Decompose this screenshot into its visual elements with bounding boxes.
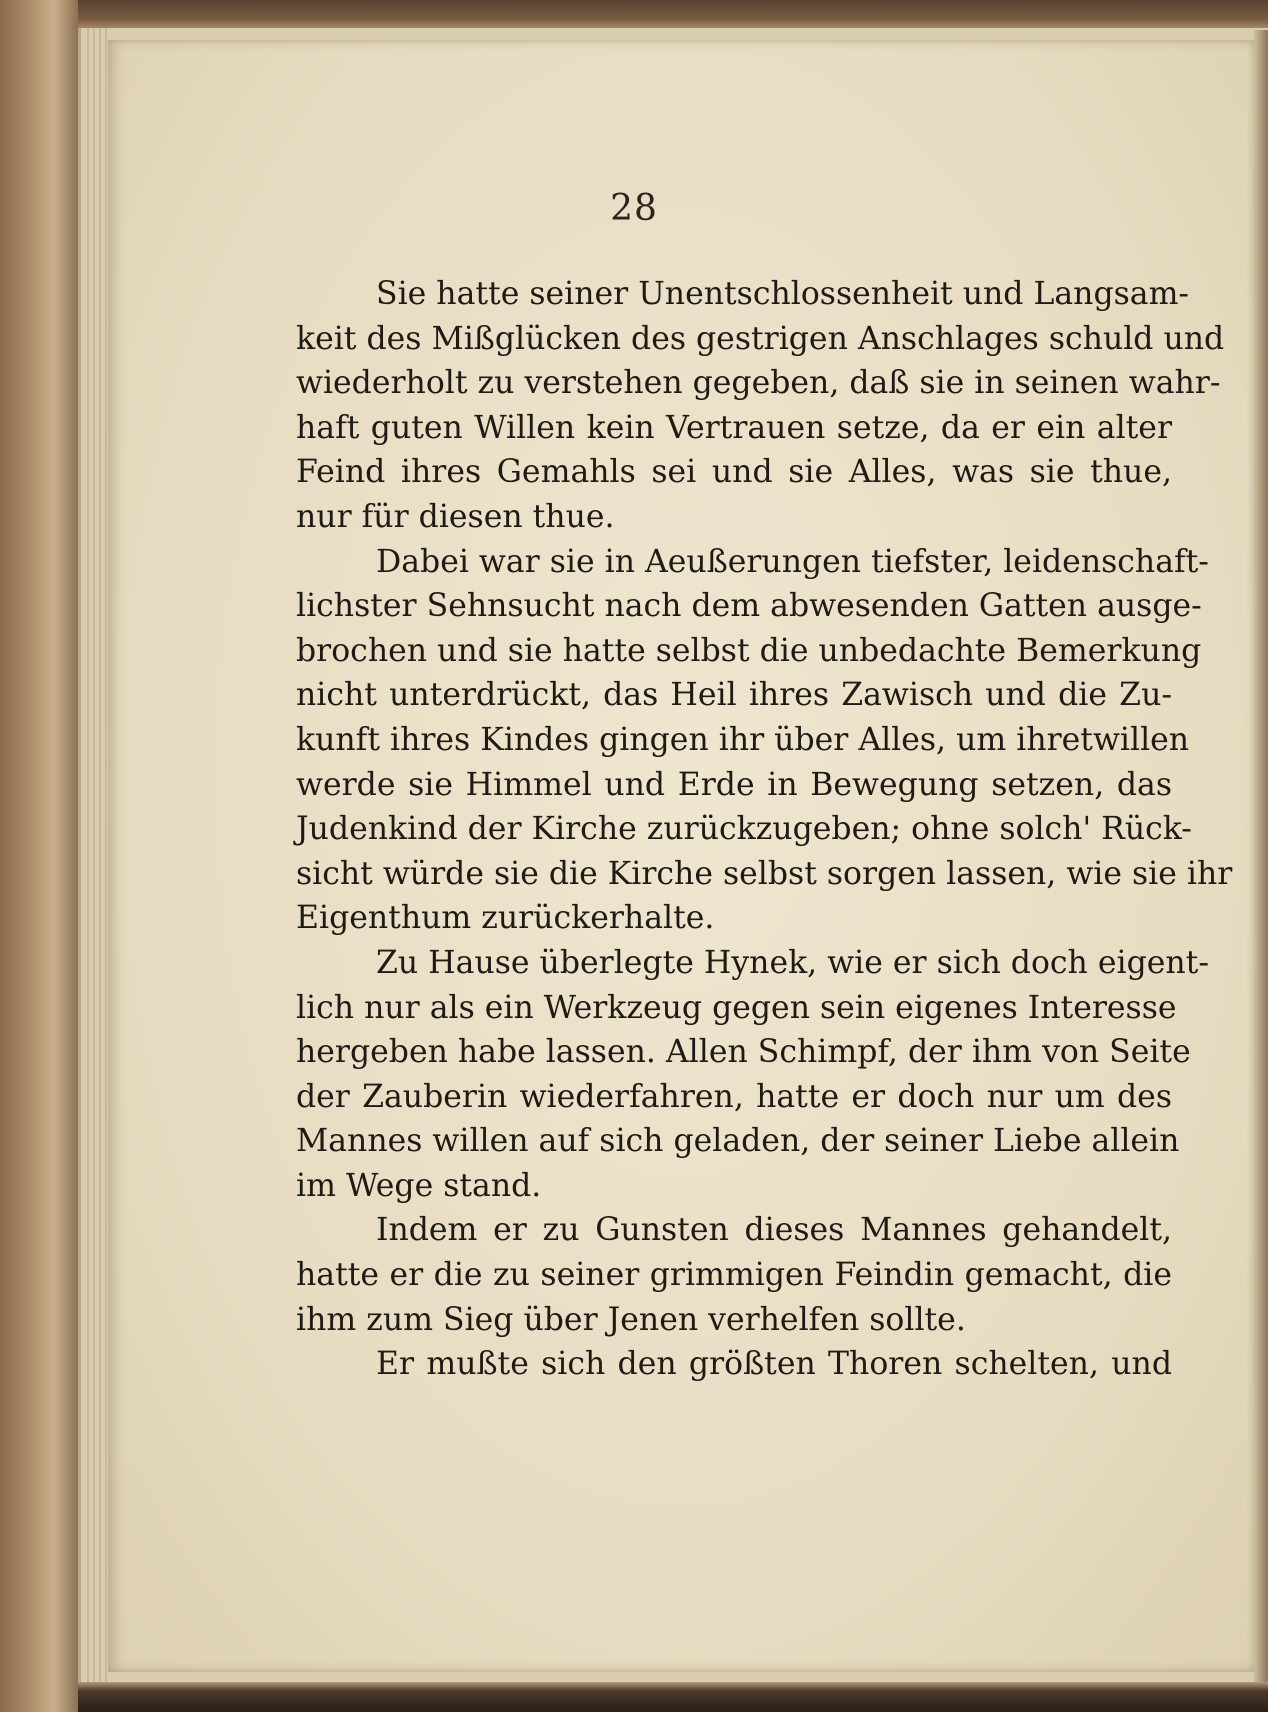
text-line: haft guten Willen kein Vertrauen setze, da er ein alter (296, 409, 1172, 446)
text-line: Sie hatte seiner Unentschlossenheit und Langsam- (376, 276, 1190, 312)
text-line: hatte er die zu seiner grimmigen Feindin gemacht, die (296, 1257, 1172, 1294)
page-number: 28 (610, 188, 658, 229)
page-stack-line (87, 28, 89, 1684)
text-line: sicht würde sie die Kirche selbst sorgen lassen, wie sie ihr (296, 855, 1233, 892)
text-line: im Wege stand. (296, 1167, 542, 1204)
text-line: lichster Sehnsucht nach dem abwesenden Gatten ausge- (296, 588, 1202, 625)
book-bottom-edge (78, 1682, 1268, 1712)
text-line: nicht unterdrückt, das Heil ihres Zawisch und die Zu- (296, 677, 1172, 714)
book-right-edge (1254, 30, 1268, 1690)
text-line: Dabei war sie in Aeußerungen tiefster, leidenschaft- (376, 543, 1209, 580)
text-line: keit des Mißglücken des gestrigen Anschlages schuld und (296, 320, 1225, 357)
text-line: der Zauberin wiederfahren, hatte er doch nur um des (296, 1078, 1172, 1115)
text-line: kunft ihres Kindes gingen ihr über Alles, um ihretwillen (296, 721, 1190, 758)
page-stack-line (105, 28, 107, 1684)
text-line: ihm zum Sieg über Jenen verhelfen sollte. (296, 1301, 966, 1338)
text-line: werde sie Himmel und Erde in Bewegung setzen, das (296, 766, 1172, 803)
text-line: brochen und sie hatte selbst die unbedachte Bemerkung (296, 632, 1202, 669)
text-line: hergeben habe lassen. Allen Schimpf, der ihm von Seite (296, 1034, 1191, 1071)
text-line: Judenkind der Kirche zurückzugeben; ohne solch' Rück- (296, 811, 1192, 848)
text-line: Eigenthum zurückerhalte. (296, 900, 715, 937)
text-line: Mannes willen auf sich geladen, der seiner Liebe allein (296, 1123, 1180, 1160)
text-line: Feind ihres Gemahls sei und sie Alles, was sie thue, (296, 454, 1172, 491)
text-line: Er mußte sich den größten Thoren schelten, und (376, 1346, 1172, 1383)
book-cover-edge (0, 0, 90, 1712)
text-line: wiederholt zu verstehen gegeben, daß sie in seinen wahr- (296, 365, 1221, 402)
page-stack-line (93, 28, 95, 1684)
text-line: lich nur als ein Werkzeug gegen sein eigenes Interesse (296, 989, 1177, 1026)
text-line: Zu Hause überlegte Hynek, wie er sich doch eigent- (376, 944, 1209, 981)
page-body-text (296, 272, 1233, 1387)
text-line: Indem er zu Gunsten dieses Mannes gehandelt, (376, 1212, 1172, 1249)
page-stack-line (99, 28, 101, 1684)
text-line: nur für diesen thue. (296, 498, 615, 535)
